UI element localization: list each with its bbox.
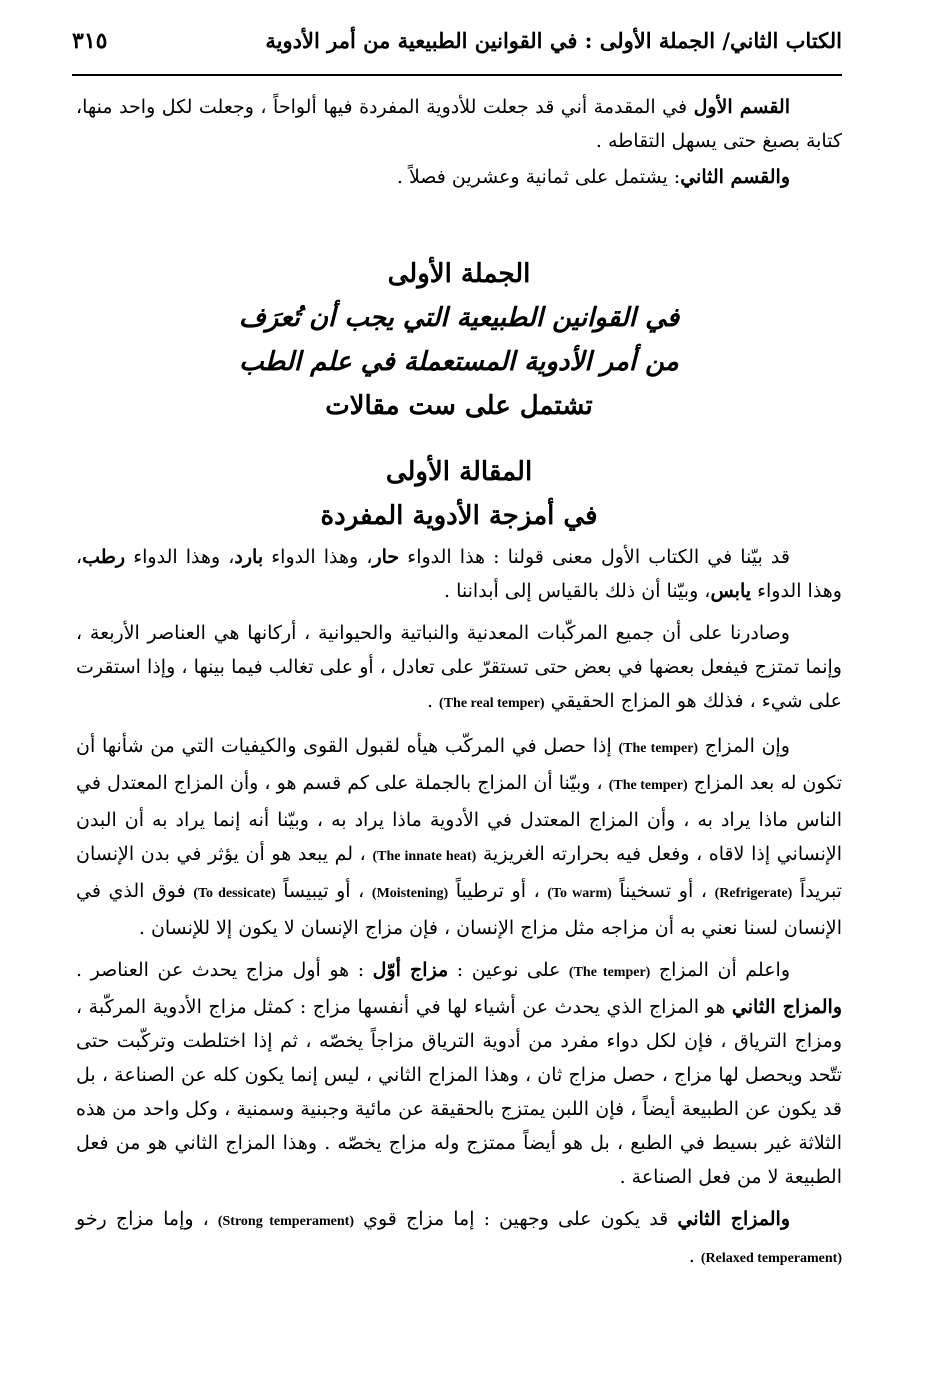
intro-paragraph-1-text: في المقدمة أني قد جعلت للأدوية المفردة فيها ألواحاً ، وجعلت لكل واحد منها، كتابة بصبغ حتى يسهل التقاطه .: [76, 96, 842, 152]
section-heading-line-2: في القوانين الطبيعية التي يجب أن تُعرَف: [238, 303, 680, 333]
latin-term: (Refrigerate): [714, 886, 793, 901]
text-run: فوق الذي في الإنسان لسنا نعني به أن مزاجه مثل مزاج الإنسان ، فإن مزاج الإنسان لا يكون إلا للإنسان .: [76, 880, 842, 939]
text-run: قد يكون على وجهين : إما مزاج قوي: [354, 1208, 678, 1230]
article-heading-line-2: في أمزجة الأدوية المفردة: [320, 501, 598, 531]
latin-term: (The temper): [608, 778, 688, 793]
running-title: الكتاب الثاني/ الجملة الأولى : في القوانين الطبيعية من أمر الأدوية: [265, 28, 842, 53]
term-first-temper: مزاج أوّل: [372, 959, 449, 981]
text-run: ، وبيّنا أن المزاج بالجملة على كم قسم هو ، وأن المزاج المعتدل في الناس ماذا يراد به ، وأن المزاج المعتدل في الأدوية ماذا يراد به ، وبيّنا أنه إنما يراد به أن البدن الإنساني إذا لاقاه ، وفعل فيه بحرارته الغريزية: [76, 772, 842, 865]
body-paragraph-4: [76, 953, 842, 1194]
text-run: : هو أول مزاج يحدث عن العناصر .: [76, 959, 373, 981]
latin-term: (To warm): [547, 886, 612, 901]
text-run: ، أو تيبيساً: [275, 880, 372, 902]
text-run: ، لم يبعد هو أن يؤثر في بدن الإنسان تبريداً: [76, 843, 842, 902]
text-run: .: [688, 1245, 701, 1267]
article-heading: [76, 450, 842, 538]
text-run: ، وهذا الدواء: [76, 546, 842, 602]
text-run: هو المزاج الذي يحدث عن أشياء لها في أنفسها مزاج : كمثل مزاج الأدوية المركّبة ، ومزاج الترياق ، فإن لكل دواء مفرد من أدوية الترياق مزاجاً يخصّه ، ثم إذا اختلطت وتركّبت حتى تتّحد ويحصل لها مزاج ، حصل مزاج ثان ، وهذا المزاج الثاني ، ليس إنما يكون كله عن الصناعة ، بل قد يكون عن الطبيعة أيضاً ، فإن اللبن يمتزج بالحقيقة عن مائية وجبنية وسمنية ، وكل واحد من هذه الثلاثة غير بسيط في الطبع ، بل هو أيضاً ممتزج وله مزاج يخصّه . وهذا المزاج الثاني هو من فعل الطبيعة لا من فعل الصناعة .: [76, 996, 842, 1188]
page-number: ٣١٥: [72, 28, 108, 54]
intro-paragraph-1: [76, 90, 842, 158]
latin-term: (The temper): [618, 741, 699, 756]
latin-term: (The temper): [568, 965, 651, 980]
text-run: وصادرنا على أن جميع المركّبات المعدنية والنباتية والحيوانية ، أركانها هي العناصر الأربعة ، وإنما تمتزج فيفعل بعضها في بعض حتى تستقرّ على تعادل ، أو على تغالب فيما بينها ، وإذا استقرت على شيء ، فذلك هو المزاج الحقيقي: [76, 622, 842, 712]
section-two-label: والقسم الثاني: [680, 166, 790, 188]
section-heading: [76, 252, 842, 428]
text-run: ، أو تسخيناً: [611, 880, 715, 902]
text-run: ، وإما مزاج رخو: [76, 1208, 218, 1230]
text-run: واعلم أن المزاج: [650, 959, 791, 981]
text-run: .: [426, 690, 440, 712]
text-run: ، أو ترطيباً: [448, 880, 548, 902]
term-second-temper: والمزاج الثاني: [677, 1208, 790, 1230]
latin-term: (The real temper): [439, 696, 545, 711]
intro-section: [76, 90, 842, 194]
latin-term: (Strong temperament): [217, 1214, 354, 1229]
text-run: وإن المزاج: [698, 735, 790, 757]
text-run: ، وهذا الدواء: [125, 546, 235, 568]
body-paragraph-1: [76, 540, 842, 608]
latin-term: (The innate heat): [372, 849, 477, 864]
body-paragraph-5: [76, 1202, 842, 1276]
header-rule: [72, 74, 842, 76]
intro-paragraph-2: [76, 160, 842, 194]
article-heading-line-1: المقالة الأولى: [385, 457, 533, 487]
section-heading-line-3: من أمر الأدوية المستعملة في علم الطب: [239, 347, 679, 377]
term-wet: رطب: [82, 546, 126, 568]
latin-term: (Relaxed temperament): [700, 1251, 842, 1266]
text-run: إذا حصل في المركّب هيأه لقبول القوى والكيفيات التي من شأنها أن تكون له بعد المزاج: [76, 735, 842, 794]
intro-paragraph-2-text: : يشتمل على ثمانية وعشرين فصلاً .: [396, 166, 681, 188]
term-cold: بارد: [234, 546, 264, 568]
section-heading-line-1: الجملة الأولى: [387, 259, 531, 289]
section-one-label: القسم الأول: [693, 96, 790, 118]
body-paragraph-3: [76, 729, 842, 945]
body-paragraph-2: [76, 616, 842, 721]
text-run: قد بيّنا في الكتاب الأول معنى قولنا : هذا الدواء: [399, 546, 790, 568]
latin-term: (Moistening): [371, 886, 449, 901]
running-header: [72, 28, 842, 64]
text-run: على نوعين :: [448, 959, 569, 981]
term-dry: يابس: [710, 580, 752, 602]
latin-term: (To dessicate): [193, 886, 276, 901]
article-body: [76, 540, 842, 1284]
section-heading-line-4: تشتمل على ست مقالات: [325, 391, 593, 421]
term-second-temper: والمزاج الثاني: [731, 996, 842, 1018]
term-hot: حار: [372, 546, 400, 568]
text-run: ، وبيّنا أن ذلك بالقياس إلى أبداننا .: [444, 580, 711, 602]
text-run: ، وهذا الدواء: [263, 546, 373, 568]
